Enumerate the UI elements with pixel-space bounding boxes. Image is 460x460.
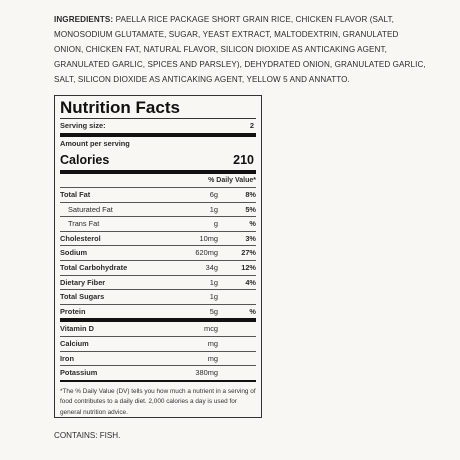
vitamin-label: Iron [60, 353, 74, 363]
vitamin-row [60, 351, 256, 366]
vitamin-row [60, 322, 256, 336]
vitamin-row [60, 365, 256, 380]
nutrient-row [60, 202, 256, 217]
nutrient-row [60, 304, 256, 319]
nutrient-dv: 4% [245, 277, 256, 287]
nutrient-dv: 27% [241, 248, 256, 258]
nutrient-amount: 34g [205, 262, 218, 272]
amount-per-serving [60, 137, 256, 151]
ingredients-list: PAELLA RICE PACKAGE SHORT GRAIN RICE, CHICKEN FLAVOR (SALT, MONOSODIUM GLUTAMATE, SUGAR, YEAST EXTRACT, MALTODEXTRIN, GRANULATED ONION, CHICKEN FAT, NATURAL FLAVOR, SILICON DIOXIDE AS ANTICAKING AGENT, GRANULATED GARLIC, SPICES AND PARSLEY), DEHYDRATED ONION, GRANULATED GARLIC, SALT, SILICON DIOXIDE AS ANTICAKING AGENT, YELLOW 5 AND ANNATTO. [54, 15, 426, 84]
nutrient-label: Total Sugars [60, 292, 105, 302]
nutrient-dv [228, 290, 256, 304]
nutrient-label: Protein [60, 306, 86, 316]
daily-value-footnote: *The % Daily Value (DV) tells you how much a nutrient in a serving of food contributes to a daily diet. 2,000 calories a day is used for general nutrition advice. [60, 387, 256, 416]
nutrient-label: Dietary Fiber [60, 277, 106, 287]
vitamin-label: Calcium [60, 338, 89, 348]
nutrient-rows [60, 187, 256, 318]
nutrient-label: Total Carbohydrate [60, 262, 128, 272]
nutrient-label: Saturated Fat [68, 204, 113, 214]
serving-size-row [60, 119, 256, 133]
allergen-statement: CONTAINS: FISH. [54, 431, 121, 440]
nutrient-amount: g [213, 219, 218, 229]
nutrient-amount: 5g [209, 306, 218, 316]
nutrient-dv: 12% [241, 262, 256, 272]
vitamin-rows [60, 322, 256, 379]
nutrient-row [60, 216, 256, 231]
nutrient-amount: 10mg [199, 233, 218, 243]
nutrient-dv: % [249, 219, 256, 229]
daily-value-header: % Daily Value* [208, 177, 256, 184]
nutrient-dv: 8% [245, 190, 256, 199]
vitamin-amount: 380mg [195, 368, 218, 378]
nutrient-label: Cholesterol [60, 233, 101, 243]
nutrient-amount: 620mg [195, 248, 218, 258]
nutrient-amount: 1g [209, 204, 218, 214]
serving-size-label: Serving size: [60, 121, 106, 130]
nutrient-row [60, 260, 256, 275]
ingredients-heading: INGREDIENTS: [54, 15, 114, 24]
vitamin-label: Vitamin D [60, 324, 94, 334]
nutrition-facts-title: Nutrition Facts [60, 98, 180, 117]
nutrient-amount: 1g [209, 292, 218, 302]
nutrient-label: Total Fat [60, 190, 91, 199]
ingredients-text [54, 13, 426, 88]
calories-label: Calories [60, 153, 110, 167]
vitamin-amount: mg [207, 338, 218, 348]
nutrient-dv: % [249, 306, 256, 316]
nutrient-label: Sodium [60, 248, 88, 258]
nutrient-amount: 1g [209, 277, 218, 287]
calories-row [60, 151, 256, 170]
nutrient-dv: 5% [245, 204, 256, 214]
nutrient-row [60, 289, 256, 304]
nutrient-amount: 6g [209, 190, 218, 199]
vitamin-amount: mg [207, 353, 218, 363]
nutrient-row [60, 231, 256, 246]
serving-size-value: 2 [249, 121, 254, 130]
nutrient-label: Trans Fat [68, 219, 100, 229]
calories-value: 210 [233, 153, 254, 167]
vitamin-label: Potassium [60, 368, 98, 378]
nutrient-dv: 3% [245, 233, 256, 243]
nutrient-row [60, 245, 256, 260]
nutrient-row [60, 275, 256, 290]
amount-per-serving-label: Amount per serving [60, 139, 130, 148]
vitamin-row [60, 336, 256, 351]
nutrient-row [60, 187, 256, 202]
vitamin-amount: mcg [204, 324, 218, 334]
nutrition-facts-label [54, 95, 262, 418]
